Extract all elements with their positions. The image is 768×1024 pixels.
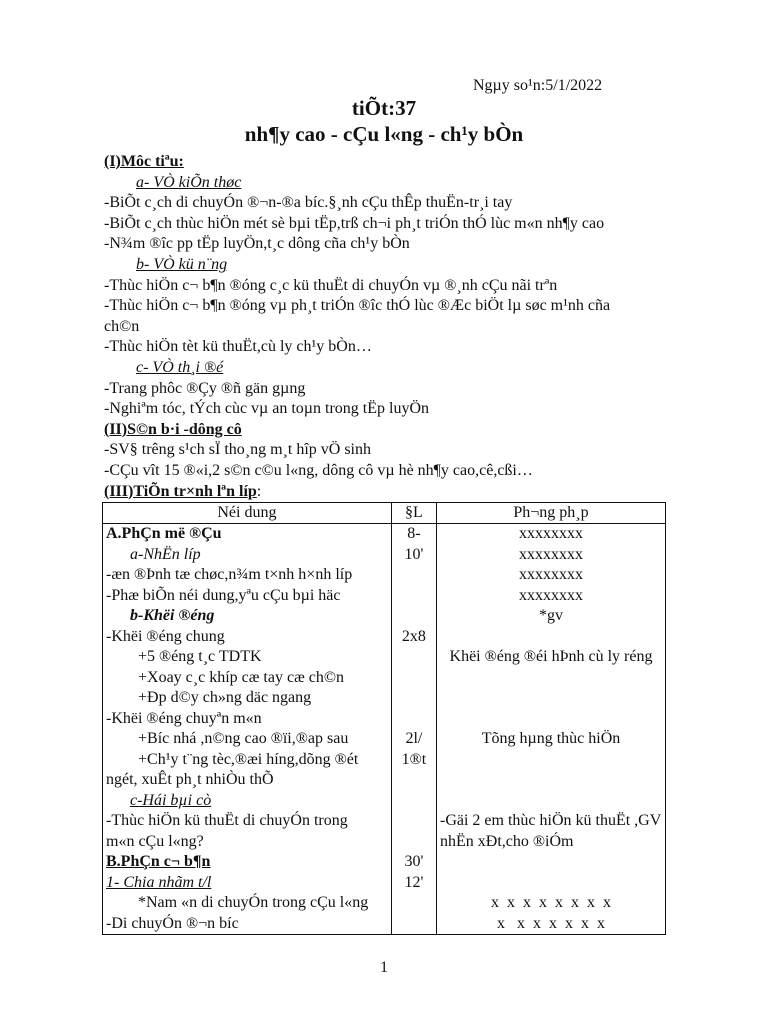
content-line: +Xoay c¸c khíp cæ tay cæ ch©n: [138, 668, 345, 686]
lesson-plan-table: [102, 502, 666, 935]
table-row: [103, 524, 666, 935]
content-line: ngét, xuÊt ph¸t nhiÒu thÕ: [106, 771, 274, 788]
method-line: x x x x x x x x: [490, 894, 611, 911]
lesson-topic: nh¶y cao - cÇu l«ng - ch¹y bÒn: [244, 122, 524, 146]
time-cell: 12': [404, 873, 424, 891]
content-line: +Ch¹y t¨ng tèc,®æi híng,dõng ®ét: [138, 750, 359, 768]
method-line: xxxxxxxx: [518, 545, 583, 563]
content-line: +Đp d©y ch»ng däc ngang: [138, 689, 312, 706]
content-line: m«n cÇu l«ng?: [106, 832, 204, 850]
content-line: -Phæ biÕn néi dung,yªu cÇu bµi häc: [106, 586, 341, 604]
section-a-text: A.PhÇn më ®Çu: [106, 525, 222, 542]
header-content: Néi dung: [103, 503, 392, 524]
skills-item: ch©n: [104, 317, 140, 335]
section-a-heading: [106, 525, 222, 542]
skills-heading: b- VÒ kü n¨ng: [136, 255, 228, 273]
time-cell: 1®t: [401, 750, 427, 768]
time-column: [391, 524, 436, 935]
method-line: x x x x x x x: [496, 914, 605, 932]
content-line: +5 ®éng t¸c TDTK: [138, 648, 262, 665]
page-number: 1: [380, 959, 388, 976]
attitude-item: -Nghiªm tóc, tÝch cùc vµ an toµn trong tËp luyÖn: [104, 400, 430, 418]
header-time: §L: [391, 503, 436, 524]
time-cell: 2x8: [401, 627, 426, 645]
content-line: -Thùc hiÖn kü thuËt di chuyÓn trong: [106, 812, 348, 829]
time-cell: 2l/: [405, 730, 423, 747]
preparation-item: -CÇu vît 15 ®«i,2 s©n c©u l«ng, dông cô vµ hè nh¶y cao,cê,cßi…: [104, 461, 533, 479]
knowledge-item: -N¾m ®îc pp tËp luyÖn,t¸c dông cña ch¹y bÒn: [104, 235, 410, 253]
knowledge-heading: a- VÒ kiÕn thøc: [136, 173, 242, 191]
content-line: +Bíc nhá ,n©ng cao ®ïi,®ap sau: [138, 730, 349, 747]
method-line: xxxxxxxx: [518, 566, 583, 583]
method-line: Tõng hµng thùc hiÖn: [481, 730, 621, 747]
method-line: Khëi ®éng ®éi hÞnh cù ly réng: [449, 648, 653, 665]
attitude-heading: c- VÒ th¸i ®é: [136, 358, 224, 376]
attitude-item: -Trang phôc ®Çy ®ñ gän gµng: [104, 379, 306, 397]
preparation-heading: (II)S©n b·i -dông cô: [104, 420, 242, 438]
method-line: nhËn xÐt,cho ®iÓm: [439, 832, 574, 850]
content-line: -Khëi ®éng chuyªn m«n: [106, 709, 262, 727]
method-line: xxxxxxxx: [518, 586, 583, 604]
procedure-heading: (III)TiÕn tr×nh lªn líp: [104, 482, 257, 500]
content-line: -Di chuyÓn ®¬n bíc: [106, 914, 239, 932]
time-cell: 10': [404, 545, 424, 563]
method-line: xxxxxxxx: [518, 525, 583, 542]
skills-item: -Thùc hiÖn c¬ b¶n ®óng vµ ph¸t triÓn ®îc thÓ lùc ®Æc biÖt lµ søc m¹nh cña: [104, 297, 611, 315]
content-column: [103, 524, 392, 935]
skills-item: -Thùc hiÖn tèt kü thuËt,cù ly ch¹y bÒn…: [104, 338, 372, 356]
method-column: [436, 524, 665, 935]
preparation-item: -SV§ trêng s¹ch sÏ tho¸ng m¸t hîp vÖ sinh: [104, 441, 371, 459]
objectives-heading: (I)Môc tiªu:: [104, 153, 184, 170]
procedure-colon: :: [256, 482, 262, 500]
method-line: *gv: [538, 607, 563, 624]
content-line: -æn ®Þnh tæ chøc,n¾m t×nh h×nh líp: [106, 566, 353, 583]
knowledge-item: -BiÕt c¸ch thùc hiÖn mét sè bµi tËp,trß ch¬i ph¸t triÓn thÓ lùc m«n nh¶y cao: [104, 214, 605, 232]
lesson-number: tiÕt:37: [351, 96, 417, 120]
time-cell: 8-: [407, 525, 421, 542]
table-header-row: [103, 503, 666, 524]
content-line: -Khëi ®éng chung: [106, 627, 225, 645]
content-line: a-NhËn líp: [130, 545, 201, 563]
lesson-body: [104, 152, 664, 502]
content-line: c-Hái bµi cò: [130, 791, 212, 809]
procedure-heading-line: [104, 482, 664, 503]
content-line: *Nam «n di chuyÓn trong cÇu l«ng: [138, 894, 369, 911]
prep-date: Ngµy so¹n:5/1/2022: [473, 77, 603, 94]
section-b-heading: [106, 852, 388, 873]
method-line: -Gäi 2 em thùc hiÖn kü thuËt ,GV: [439, 812, 662, 829]
content-line: b-Khëi ®éng: [130, 607, 215, 624]
section-b-text: B.PhÇn c¬ b¶n: [106, 853, 211, 870]
header-method: Ph¬ng ph¸p: [436, 503, 665, 524]
content-line: 1- Chia nhãm t/l: [106, 873, 212, 891]
knowledge-item: -BiÕt c¸ch di chuyÓn ®¬n-®a bíc.§¸nh cÇu thÊp thuËn-tr¸i tay: [104, 194, 513, 212]
time-cell: 30': [404, 853, 424, 870]
skills-item: -Thùc hiÖn c¬ b¶n ®óng c¸c kü thuËt di chuyÓn vµ ®¸nh cÇu nãi trªn: [104, 276, 558, 294]
